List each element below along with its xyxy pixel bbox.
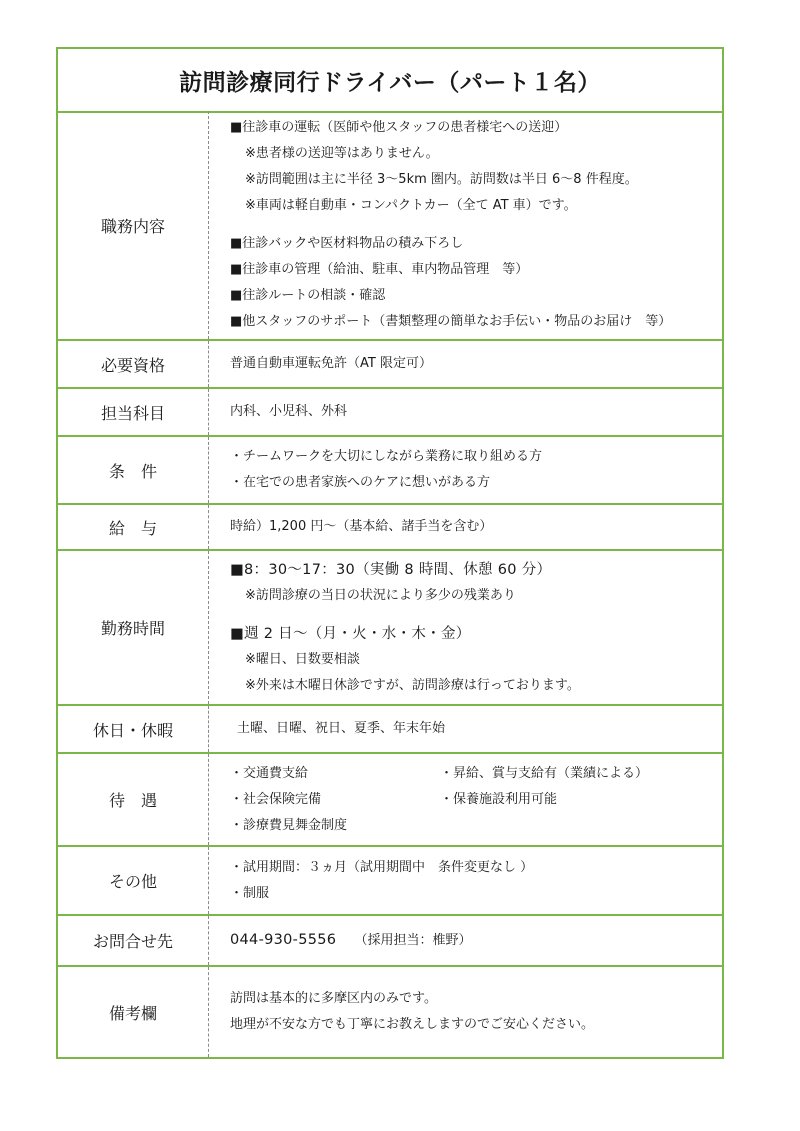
label-duties: 職務内容: [58, 111, 209, 339]
content-holidays: [209, 706, 722, 752]
label-hours: 勤務時間: [58, 551, 209, 704]
row-departments: [58, 389, 722, 437]
row-benefits: [58, 754, 722, 847]
row-other: [58, 847, 722, 916]
job-posting-table: [56, 47, 724, 1059]
label-departments: 担当科目: [58, 389, 209, 435]
label-remarks: 備考欄: [58, 967, 209, 1057]
duty-line: ■往診車の運転（医師や他スタッフの患者様宅への送迎）: [230, 120, 568, 135]
page-title: 訪問診療同行ドライバー（パート１名）: [58, 49, 722, 113]
row-holidays: [58, 706, 722, 754]
row-conditions: [58, 437, 722, 505]
condition-line: ・チームワークを大切にしながら業務に取り組める方: [230, 449, 543, 464]
content-conditions: [209, 437, 722, 503]
duty-note: ※車両は軽自動車・コンパクトカー（全て AT 車）です。: [245, 198, 577, 213]
holidays-text: 土曜、日曜、祝日、夏季、年末年始: [237, 721, 446, 736]
content-departments: [209, 389, 722, 435]
remarks-line: 地理が不安な方でも丁寧にお教えしますのでご安心ください。: [230, 1017, 595, 1032]
duty-line: ■往診ルートの相談・確認: [230, 288, 386, 303]
row-salary: [58, 505, 722, 551]
duty-line: ■往診バックや医材料物品の積み下ろし: [230, 236, 464, 251]
label-salary: 給 与: [58, 505, 209, 549]
label-benefits: 待 遇: [58, 754, 209, 845]
content-remarks: [209, 967, 722, 1057]
content-contact: [209, 916, 722, 965]
duty-line: ■往診車の管理（給油、駐車、車内物品管理 等）: [230, 262, 529, 277]
salary-text: 時給）1,200 円～（基本給、諸手当を含む）: [230, 519, 493, 534]
hours-note: ※訪問診療の当日の状況により多少の残業あり: [245, 587, 516, 603]
requirements-text: 普通自動車運転免許（AT 限定可）: [230, 356, 432, 371]
benefit-item: ・診療費見舞金制度: [230, 817, 348, 833]
row-contact: [58, 916, 722, 967]
label-requirements: 必要資格: [58, 341, 209, 387]
other-line: ・試用期間：３ヵ月（試用期間中 条件変更なし ）: [230, 859, 534, 875]
benefit-item: ・保養施設利用可能: [440, 791, 558, 807]
duty-line: ■他スタッフのサポート（書類整理の簡単なお手伝い・物品のお届け 等）: [230, 314, 672, 329]
content-salary: [209, 505, 722, 549]
content-duties: [209, 111, 722, 339]
other-line: ・制服: [230, 885, 270, 901]
label-contact: お問合せ先: [58, 916, 209, 965]
condition-line: ・在宅での患者家族へのケアに想いがある方: [230, 475, 491, 490]
label-conditions: 条 件: [58, 437, 209, 503]
benefit-item: ・昇給、賞与支給有（業績による）: [440, 765, 649, 781]
duty-note: ※患者様の送迎等はありません。: [245, 146, 439, 161]
days-note: ※曜日、日数要相談: [245, 651, 360, 667]
label-holidays: 休日・休暇: [58, 706, 209, 752]
content-requirements: [209, 341, 722, 387]
departments-text: 内科、小児科、外科: [230, 404, 348, 419]
hours-line: ■8：30～17：30（実働 8 時間、休憩 60 分）: [230, 561, 552, 578]
contact-note: （採用担当：椎野）: [354, 933, 472, 948]
benefit-item: ・社会保険完備: [230, 791, 322, 807]
duty-note: ※訪問範囲は主に半径 3～5km 圏内。訪問数は半日 6～8 件程度。: [245, 172, 638, 187]
content-other: [209, 847, 722, 914]
content-benefits: [209, 754, 722, 845]
row-remarks: [58, 967, 722, 1057]
benefit-item: ・交通費支給: [230, 765, 309, 781]
row-duties: [58, 111, 722, 341]
row-requirements: [58, 341, 722, 389]
label-other: その他: [58, 847, 209, 914]
contact-phone: 044-930-5556: [230, 932, 337, 948]
days-note: ※外来は木曜日休診ですが、訪問診療は行っております。: [245, 677, 580, 693]
row-hours: [58, 551, 722, 706]
days-line: ■週 2 日～（月・火・水・木・金）: [230, 625, 471, 642]
remarks-line: 訪問は基本的に多摩区内のみです。: [230, 991, 437, 1006]
content-hours: [209, 551, 722, 704]
